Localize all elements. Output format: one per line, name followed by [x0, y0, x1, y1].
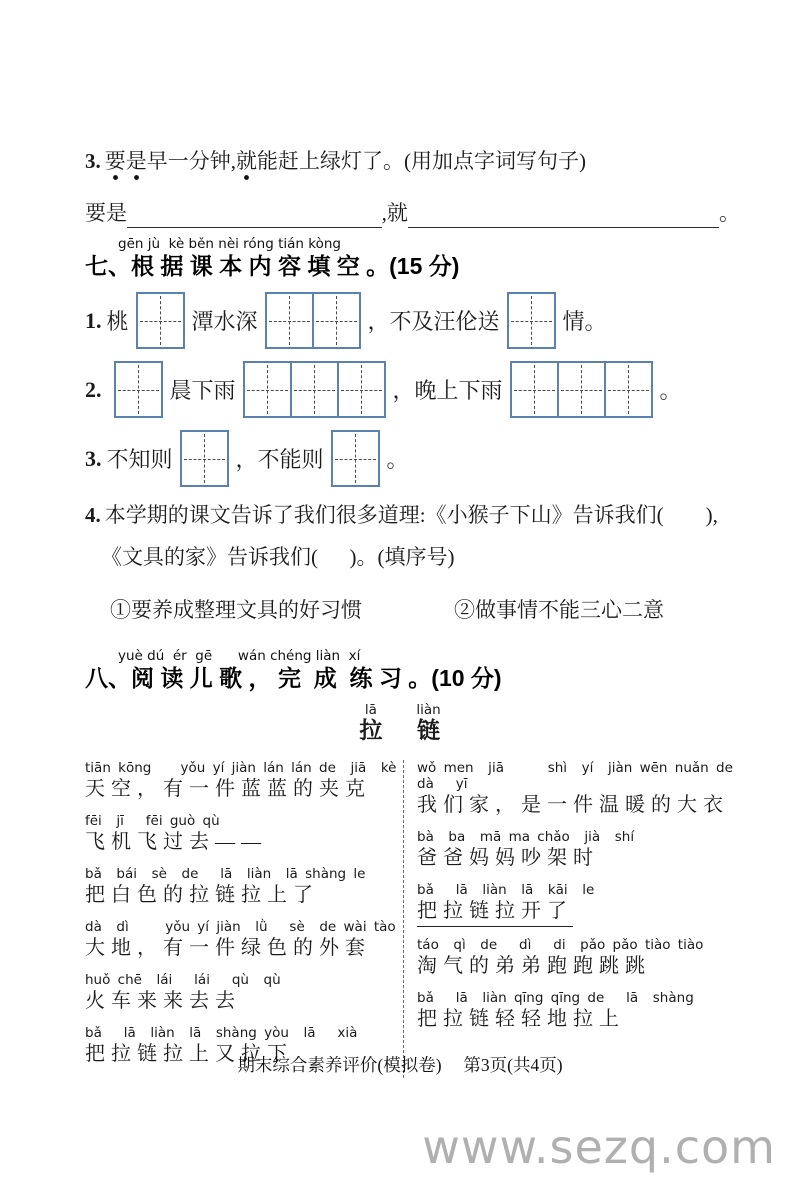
fill-questions: [85, 292, 740, 487]
sentence-answer-line: [85, 198, 740, 228]
poem-line-pinyin: bǎ bái sè de lā liàn lā shàng le: [85, 866, 366, 882]
writing-box-group: [331, 430, 380, 487]
poem-title-pinyin: liàn: [416, 702, 441, 718]
poem-line-text-row: [85, 988, 403, 1015]
section7-pinyin: gēn jù kè běn nèi róng tián kòng: [118, 236, 341, 252]
tianzige-writing-box: [243, 361, 292, 418]
question-number: 2.: [85, 376, 102, 402]
poem-line-text-row: [85, 935, 403, 962]
poem-line-text: 飞机飞过去——: [85, 831, 267, 853]
question4-line1: [85, 500, 740, 530]
tianzige-writing-box: [507, 292, 556, 349]
answer-connector: ,就: [381, 201, 408, 225]
tianzige-writing-box: [180, 430, 229, 487]
poem-line-text-row: [85, 829, 403, 856]
option-1: ①要养成整理文具的好习惯: [110, 598, 362, 622]
answer-prefix: 要是: [85, 201, 127, 225]
question-text: ，不能则: [235, 447, 324, 472]
tianzige-writing-box: [114, 361, 163, 418]
question-text: 。: [386, 447, 409, 472]
emphasized-word: 就: [236, 149, 257, 181]
poem-column-left: [85, 760, 403, 1078]
stem-text: 早一分钟,: [146, 149, 236, 173]
poem-title-char: [416, 702, 440, 744]
watermark: www.sezq.com: [422, 1120, 776, 1174]
poem-line-pinyin: tiān kōng yǒu yí jiàn lán lán de jiā kè: [85, 760, 397, 776]
writing-box-group: [243, 361, 386, 418]
answer-blank-line: [127, 201, 382, 228]
question-number: 3.: [85, 445, 102, 471]
poem-line-pinyin: dà dì yǒu yí jiàn lǜ sè de wài tào: [85, 919, 396, 935]
answer-blank-line: [408, 201, 719, 228]
tianzige-writing-box: [331, 430, 380, 487]
option-2: ②做事情不能三心二意: [454, 598, 664, 622]
question-text: 桃: [106, 309, 129, 334]
poem-line: [85, 972, 403, 1015]
writing-box-group: [180, 430, 229, 487]
poem-line: [417, 829, 740, 872]
poem-line: [85, 813, 403, 856]
question-text: 晨下雨: [169, 378, 236, 403]
poem-line-text: 爸爸妈妈吵架时: [417, 847, 599, 869]
question-text: 。: [659, 378, 682, 403]
question-text: ，晚上下雨: [392, 378, 503, 403]
poem-line-text-row: [417, 845, 740, 872]
poem-line-text: 把拉链拉开了: [417, 898, 573, 927]
poem-line-pinyin: bǎ lā liàn lā kāi le: [417, 882, 595, 898]
stem-text: 能赶上绿灯了。: [257, 149, 404, 173]
poem-line-text-row: [417, 953, 740, 980]
poem-line-text: 把拉链拉上又拉下: [85, 1043, 293, 1065]
poem-line-text: 天空，有一件蓝蓝的夹克: [85, 778, 371, 800]
question-text: 本学期的课文告诉了我们很多道理:《小猴子下山》告诉我们( ),: [104, 503, 718, 527]
poem-line: [85, 866, 403, 909]
poem-column-right: [403, 760, 748, 1078]
answer-period: 。: [719, 201, 740, 225]
poem-line-text-row: [417, 1006, 740, 1033]
writing-box-group: [114, 361, 163, 418]
poem-line-pinyin: huǒ chē lái lái qù qù: [85, 972, 281, 988]
fill-question-row: [85, 361, 740, 418]
tianzige-writing-box: [312, 292, 361, 349]
poem-title: [85, 702, 715, 744]
writing-box-group: [510, 361, 653, 418]
tianzige-writing-box: [604, 361, 653, 418]
poem-line-text-row: [85, 776, 403, 803]
poem-columns: [85, 760, 748, 1078]
fill-question-row: [85, 292, 740, 349]
tianzige-writing-box: [337, 361, 386, 418]
poem-line: [417, 760, 748, 819]
poem-line: [417, 882, 740, 927]
section8-heading: 八、阅 读 儿 歌 ， 完 成 练 习 。(10 分): [85, 665, 502, 691]
poem-line-text: 把拉链轻轻地拉上: [417, 1008, 625, 1030]
poem-line: [417, 990, 740, 1033]
writing-box-group: [265, 292, 361, 349]
poem-line-pinyin: fēi jī fēi guò qù: [85, 813, 220, 829]
tianzige-writing-box: [265, 292, 314, 349]
tianzige-writing-box: [510, 361, 559, 418]
poem-line-pinyin: bǎ lā liàn lā shàng yòu lā xià: [85, 1025, 358, 1041]
question4-line2: 《文具的家》告诉我们( )。(填序号): [101, 545, 455, 569]
stem-note: (用加点字词写句子): [404, 149, 586, 173]
question-number: 3.: [85, 149, 101, 173]
poem-line-text: 大地，有一件绿色的外套: [85, 937, 371, 959]
question-text: 情。: [562, 309, 607, 334]
writing-box-group: [136, 292, 185, 349]
section8: [85, 648, 740, 692]
poem-line-pinyin: wǒ men jiā shì yí jiàn wēn nuǎn de dà yī: [417, 760, 748, 792]
poem-line: [85, 919, 403, 962]
emphasized-word: 要是: [105, 149, 147, 181]
tianzige-writing-box: [557, 361, 606, 418]
sentence-question-stem: [85, 146, 740, 176]
question-number: 4.: [85, 503, 101, 527]
question-text: ，不及汪伦送: [367, 309, 500, 334]
page-footer: 期末综合素养评价(模拟卷) 第3页(共4页): [237, 1055, 563, 1075]
poem-line: [85, 760, 403, 803]
poem-line-text-row: [417, 792, 740, 819]
question-number: 1.: [85, 307, 102, 333]
poem-line-pinyin: bǎ lā liàn qīng qīng de lā shàng: [417, 990, 694, 1006]
writing-box-group: [507, 292, 556, 349]
tianzige-writing-box: [136, 292, 185, 349]
poem-line-text: 把白色的拉链拉上了: [85, 884, 319, 906]
poem-title-text: 链: [417, 718, 440, 743]
tianzige-writing-box: [290, 361, 339, 418]
question-text: 不知则: [106, 447, 173, 472]
poem-title-text: 拉: [359, 718, 383, 743]
poem-line: [417, 937, 740, 980]
poem-line-text: 火车来来去去: [85, 990, 241, 1012]
poem-line-pinyin: bà ba mā ma chǎo jià shí: [417, 829, 635, 845]
poem-line-text-row: [417, 898, 740, 927]
fill-question-row: [85, 430, 740, 487]
section8-pinyin: yuè dú ér gē wán chéng liàn xí: [118, 648, 361, 664]
poem-title-char: [359, 702, 382, 744]
question-text: 潭水深: [191, 309, 258, 334]
poem-line-text: 我们家，是一件温暖的大衣: [417, 794, 729, 816]
section7-heading: 七、根 据 课 本 内 容 填 空 。(15 分): [85, 253, 460, 279]
poem-line-pinyin: táo qì de dì di pǎo pǎo tiào tiào: [417, 937, 704, 953]
poem-line-text-row: [85, 882, 403, 909]
poem-line-text: 淘气的弟弟跑跑跳跳: [417, 955, 651, 977]
poem-title-pinyin: lā: [364, 702, 377, 718]
question4-options: [110, 594, 740, 624]
